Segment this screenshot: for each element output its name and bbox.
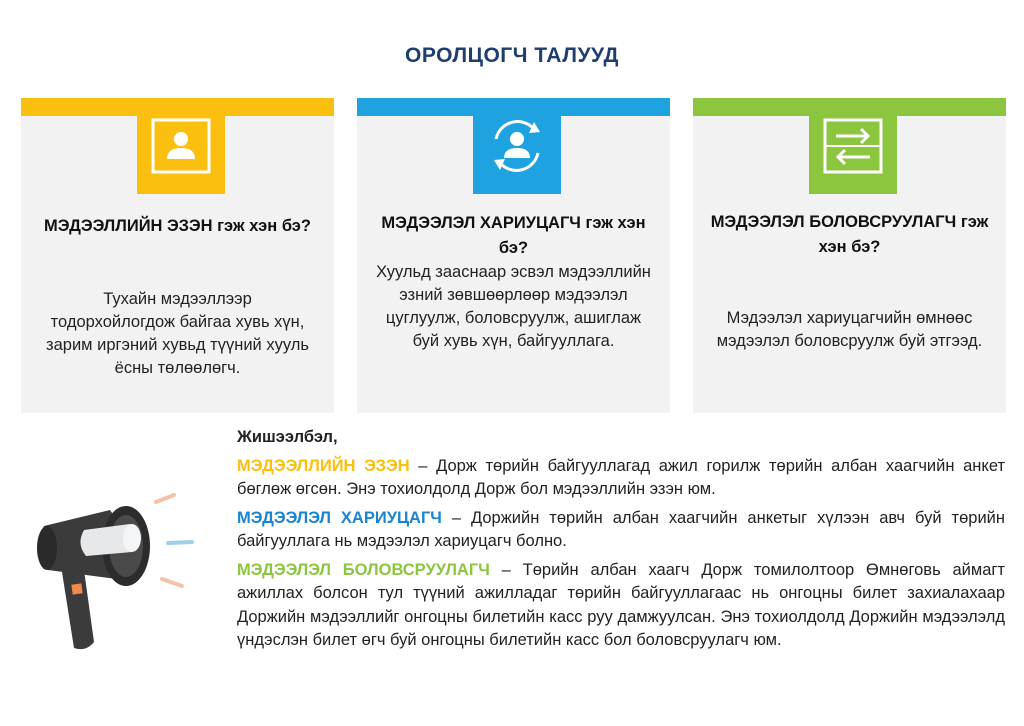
example-term: МЭДЭЭЛЭЛ ХАРИУЦАГЧ	[237, 508, 442, 527]
person-cycle-icon	[473, 98, 561, 194]
example-data-subject	[237, 455, 1005, 502]
examples-intro: Жишээлбэл,	[237, 428, 338, 446]
card-data-processor	[693, 98, 1006, 413]
exchange-arrows-icon	[809, 98, 897, 194]
example-term: МЭДЭЭЛЛИЙН ЭЗЭН	[237, 456, 410, 475]
card-description: Тухайн мэдээллээр тодорхойлогдож байгаа хувь хүн, зарим иргэний хувьд түүний хууль ёсны төлөөлөгч.	[46, 290, 309, 377]
example-text: – Төрийн албан хаагч Дорж томилолтоор Өмнөговь аймагт ажиллах болсон тул түүний ажилладаг төрийн байгууллагаас нь онгоцны билет захиалахаар Доржийн мэдээллийг онгоцны билетийн касс руу дамжуулсан. Энэ тохиолдолд Доржийн мэдээлэлд үндэслэн билет өгч буй онгоцны билетийн касс бол боловсруулагч юм.	[237, 560, 1005, 649]
card-description: Мэдээлэл хариуцагчийн өмнөөс мэдээлэл боловсруулж буй этгээд.	[716, 309, 983, 350]
card-description: Хуульд зааснаар эсвэл мэдээллийн эзний зөвшөөрлөөр мэдээлэл цуглуулж, боловсруулж, ашиглаж буй хувь хүн, байгууллага.	[376, 263, 651, 350]
example-data-processor	[237, 559, 1005, 653]
example-data-controller	[237, 507, 1005, 554]
card-heading: МЭДЭЭЛЛИЙН ЭЗЭН гэж хэн бэ?	[44, 217, 311, 235]
person-icon	[137, 98, 225, 194]
example-term: МЭДЭЭЛЭЛ БОЛОВСРУУЛАГЧ	[237, 560, 490, 579]
example-text: – Дорж төрийн байгууллагад ажил горилж төрийн албан хаагчийн анкет бөглөж өгсөн. Энэ тохиолдолд Дорж бол мэдээллийн эзэн юм.	[237, 456, 1005, 498]
card-data-subject	[21, 98, 334, 413]
page-title: ОРОЛЦОГЧ ТАЛУУД	[405, 44, 619, 67]
card-heading: МЭДЭЭЛЭЛ БОЛОВСРУУЛАГЧ гэж хэн бэ?	[710, 213, 989, 256]
examples-section	[237, 426, 1005, 658]
example-text: – Доржийн төрийн албан хаагчийн анкетыг хүлээн авч буй төрийн байгууллага нь мэдээлэл хариуцагч болно.	[237, 508, 1005, 550]
card-heading: МЭДЭЭЛЭЛ ХАРИУЦАГЧ гэж хэн бэ?	[381, 214, 646, 257]
card-data-controller	[357, 98, 670, 413]
megaphone-icon	[22, 492, 197, 657]
